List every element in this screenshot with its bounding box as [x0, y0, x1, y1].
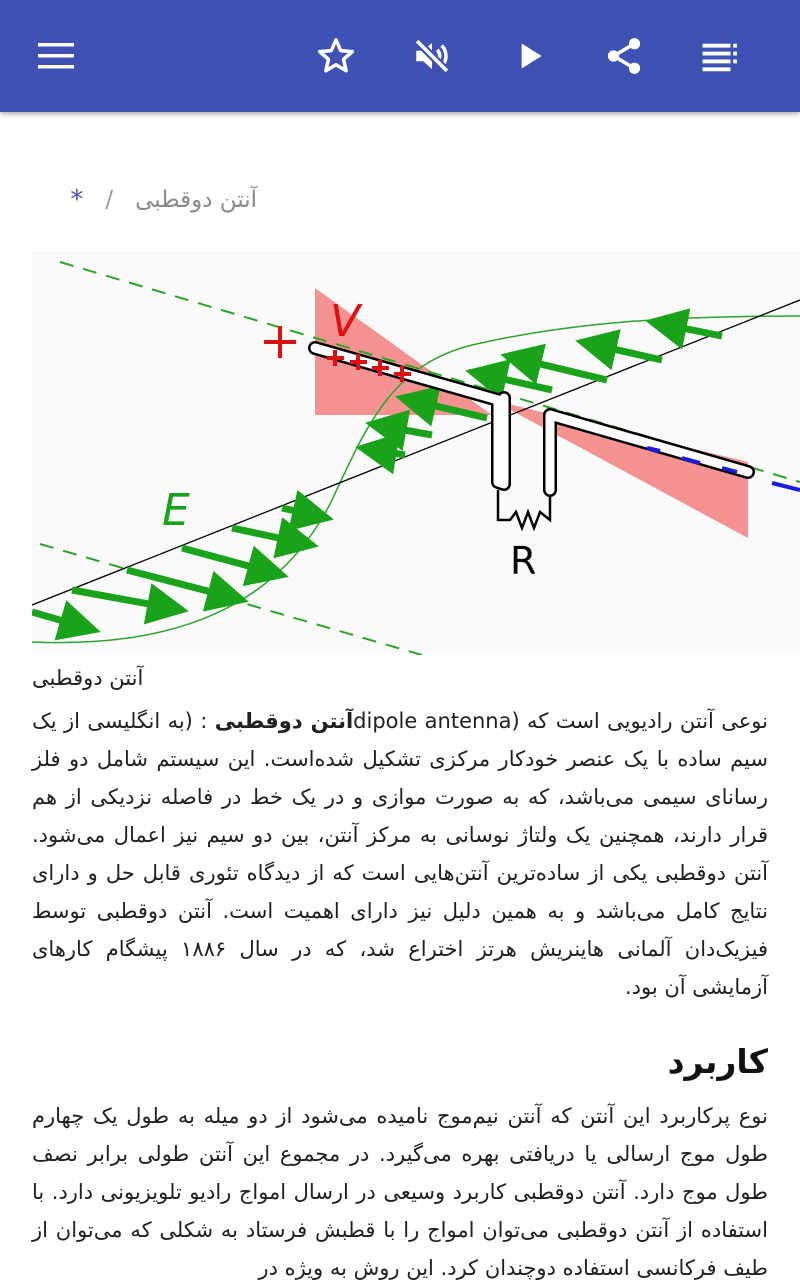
favorite-button[interactable] [308, 28, 364, 84]
resistor-label: R [510, 539, 537, 583]
play-button[interactable] [502, 28, 558, 84]
section-paragraph: نوع پرکاربرد این آنتن که آنتن نیم‌موج نامیده می‌شود از دو میله به طول یک چهارم طول موج ارسالی یا دریافتی بهره می‌گیرد. در مجموع این آنتن طولی برابر نصف طول موج دارد. آنتن دوقطبی کاربرد وسیعی در ارسال امواج رادیو تلویزیونی دارد. با استفاده از آنتن دوقطبی می‌توان امواج را با قطبش فرستاد به شکلی که می‌توان از طیف فرکانسی استفاده دوچندان کرد. این روش به ویژه در [32, 1104, 768, 1280]
section-heading: کاربرد [667, 1042, 768, 1081]
playlist-icon [699, 35, 741, 77]
menu-icon [36, 36, 76, 76]
intro-english-note: : (به انگلیسی [87, 709, 208, 733]
voltage-label: V [330, 296, 361, 347]
app-bar [0, 0, 800, 112]
dipole-antenna-figure[interactable] [32, 250, 800, 655]
electric-field-label: E [162, 485, 190, 536]
figure-caption: آنتن دوقطبی [32, 666, 144, 690]
mute-button[interactable] [404, 28, 460, 84]
intro-text-rest: از یک سیم ساده با یک عنصر خودکار مرکزی تشکیل شده‌است. این سیستم شامل دو فلز رسانای سیمی می‌باشد، که به صورت موازی و در یک خط در فاصله نزدیکی از هم قرار دارند، همچنین یک ولتاژ نوسانی به مرکز آنتن، بین دو سیم نیز اعمال می‌شود. آنتن دوقطبی یکی از ساده‌ترین آنتن‌هایی است که از دیدگاه تئوری قابل حل و دارای نتایج کامل می‌باشد و به همین دلیل نیز دارای اهمیت است. آنتن دوقطبی توسط فیزیک‌دان آلمانی هاینریش هرتز اختراع شد، که در سال ۱۸۸۶ پیشگام کارهای آزمایشی آن بود. [32, 709, 768, 999]
playlist-button[interactable] [692, 28, 748, 84]
breadcrumb [70, 178, 257, 222]
dipole-antenna-diagram [32, 250, 800, 655]
play-icon [510, 36, 550, 76]
share-button[interactable] [596, 28, 652, 84]
breadcrumb-separator: / [105, 187, 114, 213]
breadcrumb-current: آنتن دوقطبی [135, 187, 257, 213]
volume-off-icon [411, 35, 453, 77]
share-icon [603, 35, 645, 77]
intro-bold-term: آنتن دوقطبی [214, 709, 354, 733]
star-outline-icon [315, 35, 357, 77]
intro-text-start: نوعی آنتن رادیویی است که ( [511, 709, 768, 733]
menu-button[interactable] [28, 28, 84, 84]
intro-english-term: dipole antenna [353, 709, 512, 733]
intro-paragraph [32, 702, 768, 1006]
breadcrumb-home-link[interactable]: * [70, 185, 84, 215]
